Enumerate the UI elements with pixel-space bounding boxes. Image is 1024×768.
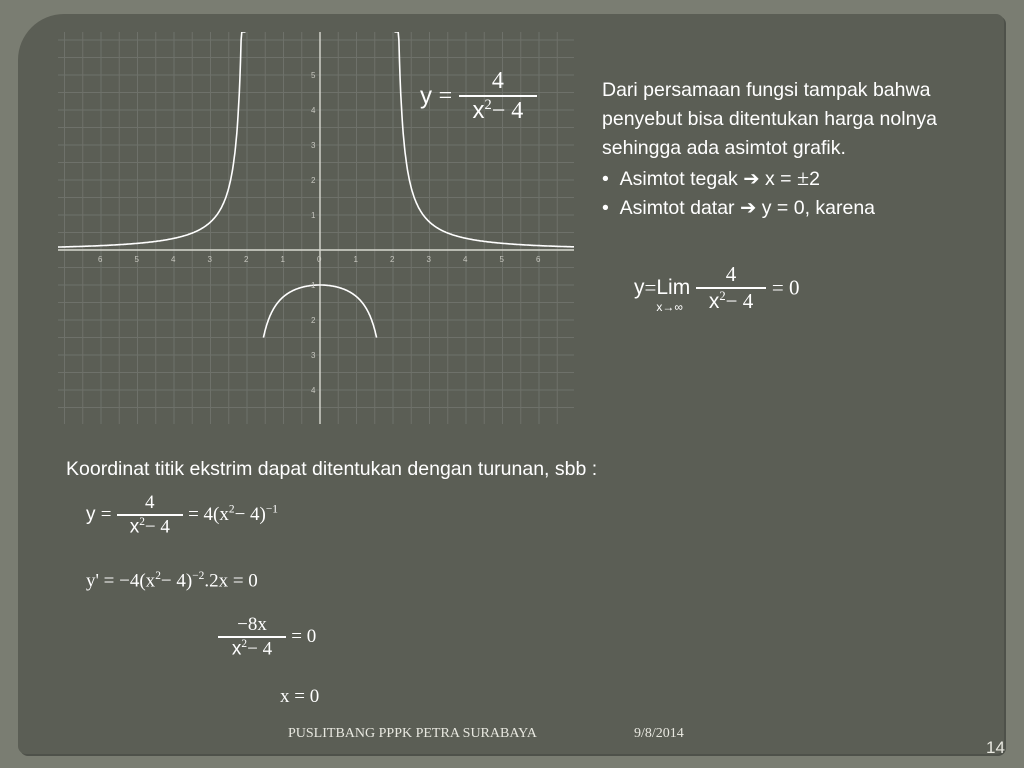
bullet2-eq: y = 0, karena xyxy=(761,197,876,219)
x-axis-labels xyxy=(98,255,541,264)
x-tick-label: 1 xyxy=(353,255,358,264)
eq1-eq: = xyxy=(100,503,112,525)
lim-subscript: x→∞ xyxy=(656,299,683,314)
lim-den-var: x xyxy=(708,289,720,313)
x-tick-label: 6 xyxy=(98,255,103,264)
x-tick-label: 6 xyxy=(536,255,541,264)
x-tick-label: 2 xyxy=(244,255,249,264)
eq2-b: − 4) xyxy=(160,570,193,592)
formula-y-equals xyxy=(420,68,537,125)
x-tick-label: 5 xyxy=(499,255,504,264)
arrow-icon: ➔ xyxy=(743,168,760,190)
eq1-den-rest: − 4 xyxy=(144,515,170,537)
equation-2 xyxy=(86,570,258,592)
lim-den-exp: 2 xyxy=(719,288,726,303)
eq2-a: y' = −4(x xyxy=(86,570,156,592)
eq1-den-var: x xyxy=(129,515,140,537)
koordinat-text: Koordinat titik ekstrim dapat ditentukan dengan turunan, sbb : xyxy=(66,458,598,480)
y-tick-label: 4 xyxy=(311,386,316,395)
eq1-den-exp: 2 xyxy=(139,515,145,528)
eq3-den-var: x xyxy=(231,637,242,659)
eq3-num: −8x xyxy=(237,614,267,635)
x-tick-label: 3 xyxy=(207,255,212,264)
formula1-den-exp: 2 xyxy=(484,96,492,113)
lim-numerator: 4 xyxy=(725,262,737,286)
eq1-rhs-exp2: −1 xyxy=(265,503,278,516)
y-tick-label: 2 xyxy=(311,316,316,325)
x-tick-label: 4 xyxy=(171,255,176,264)
bullet-asimtot-datar: • Asimtot datar ➔ y = 0, karena xyxy=(602,197,876,219)
formula1-den-rest: − 4 xyxy=(491,97,524,124)
formula1-eq: = xyxy=(438,82,453,109)
eq2-exp2: −2 xyxy=(192,570,205,582)
right-paragraph xyxy=(602,76,982,223)
formula1-den-var: x xyxy=(472,96,485,124)
bullet2-label: Asimtot datar xyxy=(619,197,735,219)
y-tick-label: 2 xyxy=(311,176,316,185)
y-tick-label: 4 xyxy=(311,106,316,115)
x-tick-label: 5 xyxy=(134,255,139,264)
eq2-exp: 2 xyxy=(155,570,161,582)
plus-minus: ± xyxy=(796,165,810,190)
equation-4: x = 0 xyxy=(280,686,320,707)
eq1-rhs-a: = 4(x xyxy=(188,504,229,526)
formula1-lhs: y xyxy=(420,82,432,110)
eq3-den-exp: 2 xyxy=(241,637,248,650)
y-tick-label: 3 xyxy=(311,351,316,360)
eq3-rhs: = 0 xyxy=(291,625,317,647)
x-tick-label: 1 xyxy=(280,255,285,264)
x-tick-label: 0 xyxy=(317,255,322,264)
equation-3 xyxy=(218,614,316,660)
arrow-icon: ➔ xyxy=(739,197,757,219)
eq1-lhs: y xyxy=(86,503,96,525)
lim-word: Lim xyxy=(656,275,691,299)
x-tick-label: 3 xyxy=(426,255,431,264)
lim-lhs: y xyxy=(634,275,645,299)
y-tick-label: 1 xyxy=(311,281,316,290)
x-tick-label: 4 xyxy=(463,255,468,264)
equation-1 xyxy=(86,492,278,538)
formula-limit xyxy=(634,262,799,314)
asimtot-intro: Dari persamaan fungsi tampak bahwa penyebut bisa ditentukan harga nolnya sehingga ada asimtot grafik. xyxy=(602,79,938,159)
bullet-asimtot-tegak: • Asimtot tegak ➔ x = ±2 xyxy=(602,165,820,190)
bullet1-label: Asimtot tegak xyxy=(619,168,738,190)
lim-eq: = xyxy=(644,275,657,300)
y-tick-label: 3 xyxy=(311,141,316,150)
page-number: 14 xyxy=(986,738,1005,757)
lim-den-rest: − 4 xyxy=(725,288,754,313)
formula1-numerator: 4 xyxy=(491,68,504,94)
y-tick-label: 1 xyxy=(311,211,316,220)
lim-result: = 0 xyxy=(771,275,800,300)
eq3-den-rest: − 4 xyxy=(247,637,273,659)
y-tick-label: 5 xyxy=(311,71,316,80)
eq1-num: 4 xyxy=(145,492,155,513)
bullet1-value: 2 xyxy=(809,168,820,190)
x-tick-label: 2 xyxy=(390,255,395,264)
eq1-rhs-b: − 4) xyxy=(234,504,266,526)
bullet1-eq: x = xyxy=(765,168,792,190)
eq1-rhs-exp: 2 xyxy=(228,503,235,516)
eq2-c: .2x = 0 xyxy=(204,570,258,592)
footer-date: 9/8/2014 xyxy=(634,726,684,741)
footer-org: PUSLITBANG PPPK PETRA SURABAYA xyxy=(288,726,537,741)
